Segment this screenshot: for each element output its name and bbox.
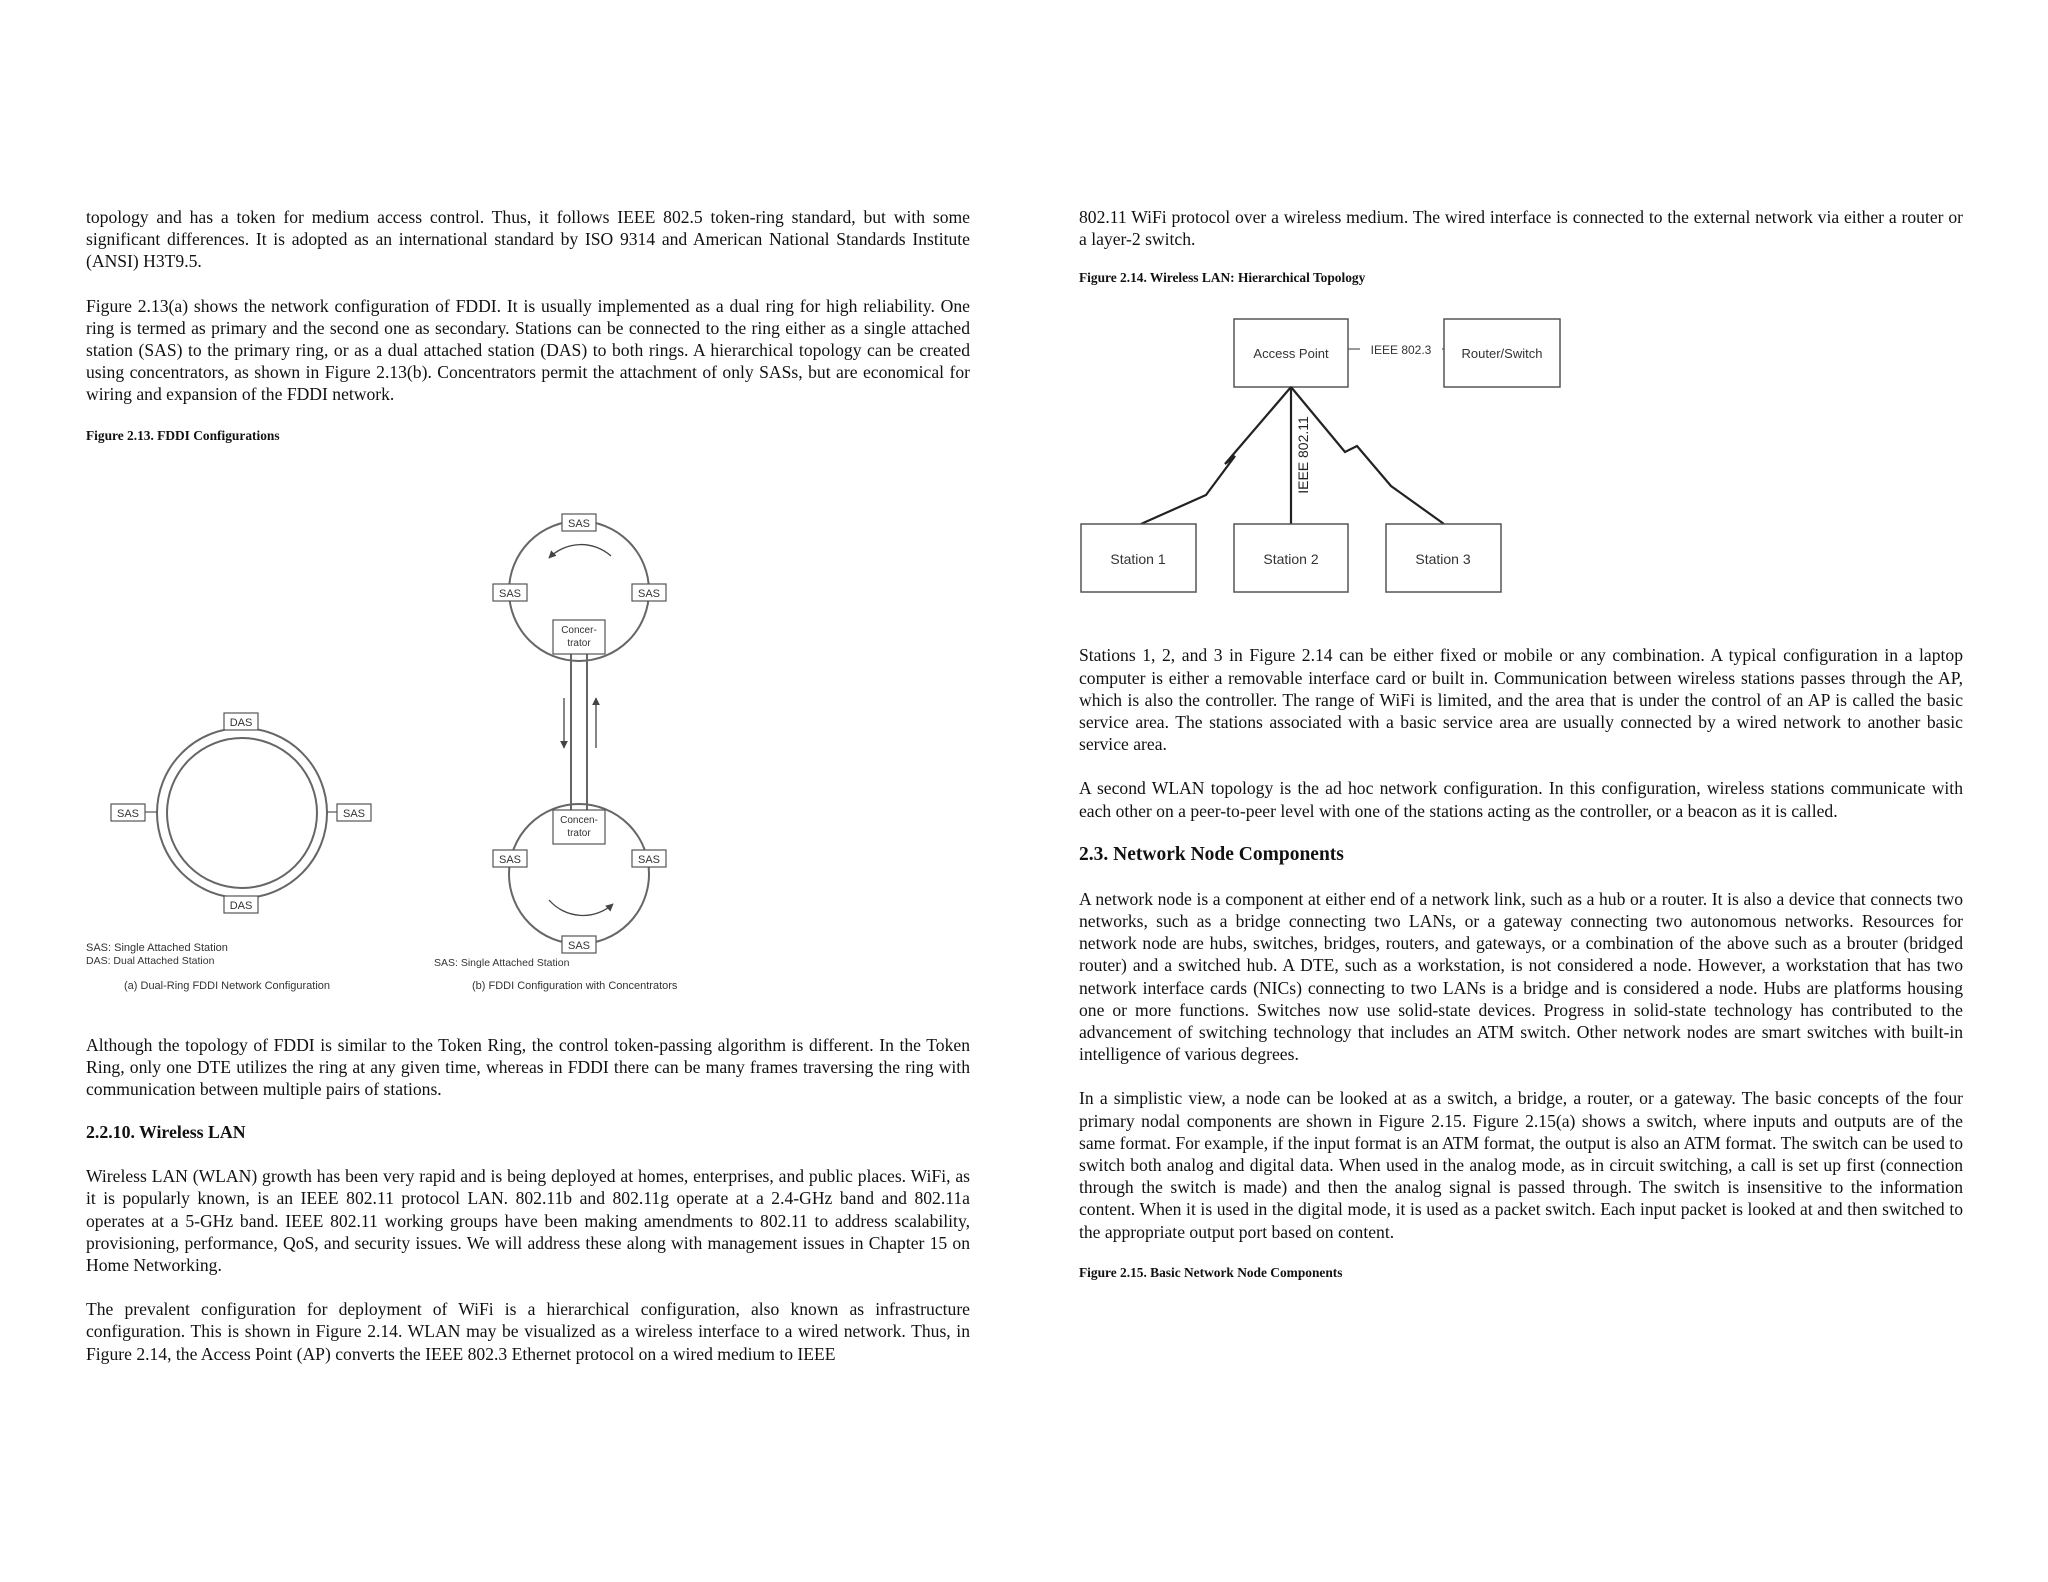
figure-2-14-caption: Figure 2.14. Wireless LAN: Hierarchical Topology	[1079, 270, 1366, 286]
station-2-box	[1234, 524, 1348, 592]
svg-text:trator: trator	[567, 637, 591, 649]
svg-text:SAS: SAS	[567, 517, 591, 530]
paragraph-fddi-standard: topology and has a token for medium access control. Thus, it follows IEEE 802.5 token-ring standard, but with some significant differences. It is adopted as an international standard by ISO 9314 and American National Standards Institute (ANSI) H3T9.5.	[86, 207, 970, 272]
fddi-configurations-figure	[86, 458, 970, 1028]
sas-node-b-bottom-left	[493, 850, 527, 867]
legend-a-das: DAS: Dual Attached Station	[86, 954, 215, 967]
station-1-box	[1081, 524, 1196, 592]
ieee-80211-label: IEEE 802.11	[1295, 416, 1311, 495]
paragraph-wifi-protocol: 802.11 WiFi protocol over a wireless medium. The wired interface is connected to the external network via either a router or a layer-2 switch.	[1079, 207, 1963, 250]
paragraph-fddi-configuration: Figure 2.13(a) shows the network configuration of FDDI. It is usually implemented as a dual ring for high reliability. One ring is termed as primary and the second one as secondary. Stations can be connected to the ring either as a single attached station (SAS) to the primary ring, or as a dual attached station (DAS) to both rings. A hierarchical topology can be created using concentrators, as shown in Figure 2.13(b). Concentrators permit the attachment of only SASs, but are economical for wiring and expansion of the FDDI network.	[86, 295, 970, 405]
svg-text:SAS: SAS	[498, 853, 522, 866]
right-column	[1079, 206, 1963, 1281]
paragraph-fddi-token: Although the topology of FDDI is similar to the Token Ring, the control token-passing algorithm is different. In the Token Ring, only one DTE utilizes the ring at any given time, whereas in FDDI there can be many frames traversing the ring with communication between multiple pairs of stations.	[86, 1034, 970, 1100]
paragraph-wlan-configuration: The prevalent configuration for deployment of WiFi is a hierarchical configuration, also known as infrastructure configuration. This is shown in Figure 2.14. WLAN may be visualized as a wireless interface to a wired network. Thus, in Figure 2.14, the Access Point (AP) converts the IEEE 802.3 Ethernet protocol on a wired medium to IEEE	[86, 1299, 970, 1364]
paragraph-adhoc: A second WLAN topology is the ad hoc network configuration. In this configuration, wireless stations communicate with each other on a peer-to-peer level with one of the stations acting as the controller, or a beacon as it is called.	[1079, 778, 1963, 821]
svg-text:SAS: SAS	[116, 807, 140, 820]
caption-a: (a) Dual-Ring FDDI Network Configuration	[124, 979, 331, 992]
ieee-8023-link	[1348, 343, 1444, 357]
svg-text:DAS: DAS	[229, 899, 253, 912]
section-heading-wireless-lan: 2.2.10. Wireless LAN	[86, 1122, 246, 1143]
figure-2-15-caption: Figure 2.15. Basic Network Node Components	[1079, 1264, 1343, 1280]
svg-text:SAS: SAS	[637, 587, 661, 600]
left-column	[86, 206, 970, 1365]
sas-node-left	[111, 804, 157, 821]
paragraph-simplistic-view: In a simplistic view, a node can be looked at as a switch, a bridge, a router, or a gateway. The basic concepts of the four primary nodal components are shown in Figure 2.15. Figure 2.15(a) shows a switch, where inputs and outputs are of the same format. For example, if the input format is an ATM format, the output is also an ATM format. The switch can be used to switch both analog and digital data. When used in the analog mode, as in circuit switching, a call is set up first (connection through the switch is made) and then the analog signal is passed through. The switch is insensitive to the information content. When it is used in the digital mode, it is used as a packet switch. Each input packet is looked at and then switched to the appropriate output port based on content.	[1079, 1088, 1963, 1242]
svg-text:Station 3: Station 3	[1415, 551, 1471, 568]
access-point-box	[1234, 319, 1348, 387]
das-node-top	[224, 713, 258, 730]
wlan-hierarchical-figure	[1079, 292, 1963, 612]
sas-node-b-top	[562, 514, 596, 531]
router-switch-box	[1444, 319, 1560, 387]
wireless-link-station-1	[1141, 387, 1291, 524]
sas-node-b-top-right	[632, 584, 666, 601]
dual-ring-diagram	[86, 713, 371, 992]
concentrator-top	[553, 620, 605, 654]
paragraph-stations: Stations 1, 2, and 3 in Figure 2.14 can be either fixed or mobile or any combination. A typical configuration in a laptop computer is either a removable interface card or built in. Communication between wireless stations passes through the AP, which is also the controller. The range of WiFi is limited, and the area that is under the control of an AP is called the basic service area. The stations associated with a basic service area are usually connected by a wired network to another basic service area.	[1079, 645, 1963, 755]
svg-text:SAS: SAS	[498, 587, 522, 600]
paragraph-wlan-growth: Wireless LAN (WLAN) growth has been very rapid and is being deployed at homes, enterprises, and public places. WiFi, as it is popularly known, is an IEEE 802.11 protocol LAN. 802.11b and 802.11g operate at a 2.4-GHz band and 802.11a operates at a 5-GHz band. IEEE 802.11 working groups have been making amendments to 802.11 to address scalability, provisioning, performance, QoS, and security issues. We will address these along with management issues in Chapter 15 on Home Networking.	[86, 1166, 970, 1276]
sas-node-b-top-left	[493, 584, 527, 601]
svg-text:Station 1: Station 1	[1110, 551, 1166, 568]
section-heading-network-node: 2.3. Network Node Components	[1079, 843, 1344, 865]
sas-node-right	[327, 804, 371, 821]
figure-2-13-caption: Figure 2.13. FDDI Configurations	[86, 427, 280, 443]
caption-b: (b) FDDI Configuration with Concentrators	[472, 979, 678, 992]
svg-text:SAS: SAS	[342, 807, 366, 820]
svg-text:SAS: SAS	[637, 853, 661, 866]
svg-text:Access Point: Access Point	[1253, 346, 1329, 362]
sas-node-b-bottom	[562, 936, 596, 953]
station-3-box	[1386, 524, 1501, 592]
svg-text:DAS: DAS	[229, 716, 253, 729]
paragraph-network-node: A network node is a component at either end of a network link, such as a hub or a router. It is also a device that connects two networks, such as a bridge connecting two LANs, or a gateway connecting two autonomous networks. Resources for network node are hubs, switches, bridges, routers, and gateways, or a combination of the above such as a brouter (bridged router) and a switched hub. A DTE, such as a workstation, is not considered a node. However, a workstation that has two network interface cards (NICs) connecting to two LANs is a bridge and is considered a node. Hubs are platforms housing one or more functions. Switches now use solid-state devices. Progress in solid-state technology has contributed to the advancement of switching technology that includes an ATM switch. Other network nodes are smart switches with built-in intelligence of various degrees.	[1079, 888, 1963, 1065]
svg-text:Concer-: Concer-	[561, 624, 597, 636]
svg-text:Router/Switch: Router/Switch	[1461, 346, 1543, 362]
svg-text:Station 2: Station 2	[1263, 551, 1319, 568]
svg-text:trator: trator	[567, 827, 591, 839]
wireless-link-station-3	[1291, 387, 1444, 524]
das-node-bottom	[224, 896, 258, 913]
svg-text:IEEE 802.3: IEEE 802.3	[1370, 343, 1432, 358]
concentrator-bottom	[553, 810, 605, 844]
svg-text:Concen-: Concen-	[560, 814, 598, 826]
legend-b-sas: SAS: Single Attached Station	[434, 956, 570, 969]
legend-a-sas: SAS: Single Attached Station	[86, 941, 228, 954]
sas-node-b-bottom-right	[632, 850, 666, 867]
concentrator-diagram	[434, 514, 678, 992]
svg-text:SAS: SAS	[567, 939, 591, 952]
